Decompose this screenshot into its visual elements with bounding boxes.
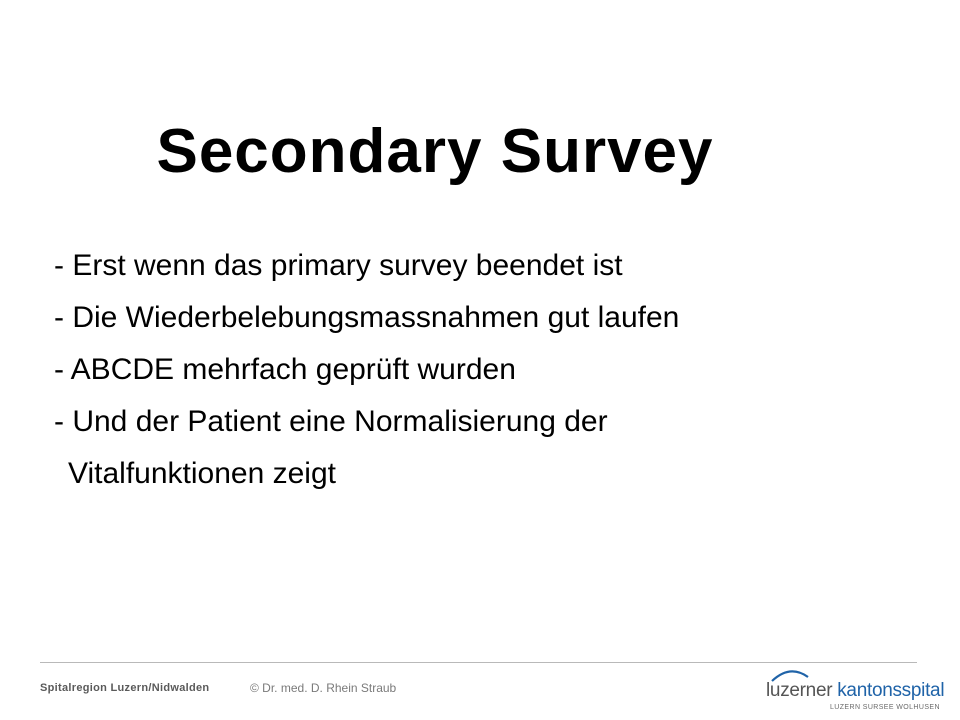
logo-subtitle: LUZERN SURSEE WOLHUSEN [830,704,940,711]
logo-name-part1: luzerner [766,680,833,701]
bullet-list [54,240,679,500]
footer-copyright: © Dr. med. D. Rhein Straub [250,681,397,695]
footer-organization: Spitalregion Luzern/Nidwalden [40,682,210,694]
bullet-item-continuation: Vitalfunktionen zeigt [68,457,336,490]
bullet-item: - Die Wiederbelebungsmassnahmen gut laufen [54,301,680,334]
footer-divider [40,662,917,663]
hospital-logo [760,668,945,716]
logo-name-part2: kantonsspital [837,680,945,701]
slide-title: Secondary Survey [156,117,714,186]
logo-name [766,680,944,702]
bullet-item: - Und der Patient eine Normalisierung der [54,405,608,438]
bullet-item: - Erst wenn das primary survey beendet ist [54,249,623,282]
bullet-item: - ABCDE mehrfach geprüft wurden [54,353,516,386]
